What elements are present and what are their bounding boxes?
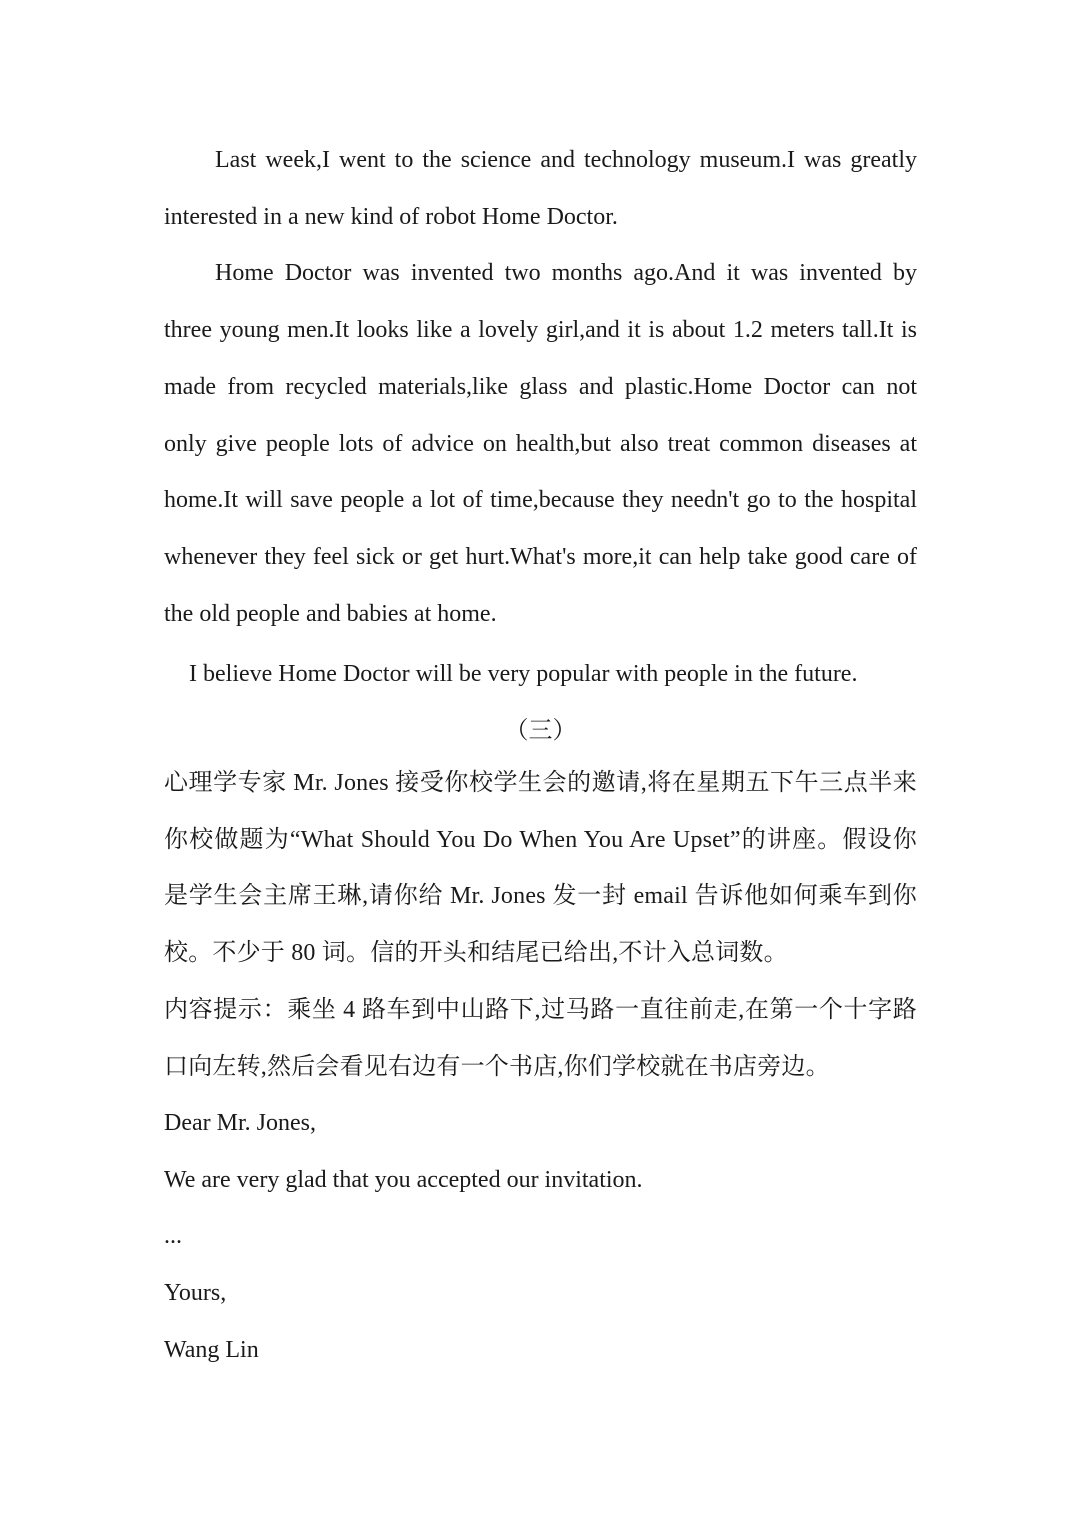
essay-body xyxy=(164,132,917,642)
letter-signature: Wang Lin xyxy=(164,1336,259,1363)
letter-template xyxy=(164,1095,917,1379)
section-heading: （三） xyxy=(504,717,577,744)
letter-salutation: Dear Mr. Jones, xyxy=(164,1110,316,1136)
essay-paragraph-2: Home Doctor was invented two months ago.And it was invented by three young men.It looks like a lovely girl,and it is about 1.2 meters tall.It is made from recycled materials,like glass and plastic.Home Doctor can not only give people lots of advice on health,but also treat common diseases at home.It will save people a lot of time,because they needn't go to the hospital whenever they feel sick or get hurt.What's more,it can help take good care of the old people and babies at home. xyxy=(164,260,917,627)
prompt-hint: 内容提示：乘坐 4 路车到中山路下,过马路一直往前走,在第一个十字路口向左转,然后会看见右边有一个书店,你们学校就在书店旁边。 xyxy=(164,996,917,1080)
essay-paragraph-1: Last week,I went to the science and technology museum.I was greatly interested in a new kind of robot Home Doctor. xyxy=(164,147,917,230)
letter-closing: Yours, xyxy=(164,1280,227,1307)
letter-ellipsis: ... xyxy=(164,1223,182,1250)
letter-opening: We are very glad that you accepted our invitation. xyxy=(164,1166,643,1193)
essay-paragraph-3: I believe Home Doctor will be very popular with people in the future. xyxy=(189,661,858,687)
essay-conclusion xyxy=(164,646,917,759)
prompt-text: 心理学专家 Mr. Jones 接受你校学生会的邀请,将在星期五下午三点半来你校做题为“What Should You Do When You Are Upset”的讲座。假设你是学生会主席王琳,请你给 Mr. Jones 发一封 email 告诉他如何乘车到你校。不少于 80 词。信的开头和结尾已给出,不计入总词数。 xyxy=(164,770,917,967)
writing-prompt xyxy=(164,755,917,1095)
